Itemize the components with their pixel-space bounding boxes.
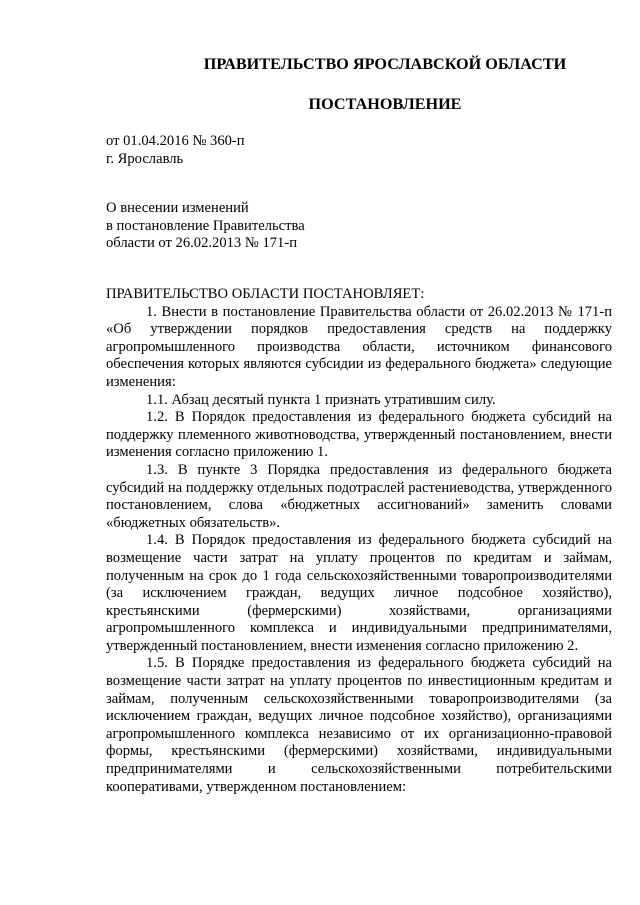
document-body <box>106 286 612 796</box>
paragraph-1-5: 1.5. В Порядке предоставления из федерального бюджета субсидий на возмещение части затрат на уплату процентов по инвестиционным кредитам и займам, полученным сельскохозяйственными товаропроизводителями (за исключением граждан, ведущих личное подсобное хозяйство), организациями агропромышленного комплекса независимо от их организационно-правовой формы, крестьянскими (фермерскими) хозяйствами, индивидуальными предпринимателями и сельскохозяйственными потребительскими кооперативами, утвержденном постановлением: <box>106 655 612 795</box>
paragraph-1-3: 1.3. В пункте 3 Порядка предоставления из федерального бюджета субсидий на поддержку отдельных подотраслей растениеводства, утвержденного постановлением, слова «бюджетных ассигнований» заменить словами «бюджетных обязательств». <box>106 461 612 531</box>
subject-line: области от 26.02.2013 № 171-п <box>106 235 298 251</box>
paragraph-1-4: 1.4. В Порядок предоставления из федерального бюджета субсидий на возмещение части затрат на уплату процентов по кредитам и займам, полученным на срок до 1 года сельскохозяйственными товаропроизводителями (за исключением граждан, ведущих личное подсобное хозяйство), крестьянскими (фермерскими) хозяйствами, организациями агропромышленного комплекса и индивидуальными предпринимателями, утвержденный постановлением, внести изменения согласно приложению 2. <box>106 532 612 654</box>
paragraph-1-2: 1.2. В Порядок предоставления из федерального бюджета субсидий на поддержку племенного животноводства, утвержденный постановлением, внести изменения согласно приложению 1. <box>106 409 612 461</box>
subject-line: в постановление Правительства <box>106 217 305 234</box>
document-meta <box>106 132 245 168</box>
government-title: ПРАВИТЕЛЬСТВО ЯРОСЛАВСКОЙ ОБЛАСТИ <box>203 55 567 73</box>
paragraph-1-1: 1.1. Абзац десятый пункта 1 признать утратившим силу. <box>146 391 496 408</box>
decree-phrase: ПРАВИТЕЛЬСТВО ОБЛАСТИ ПОСТАНОВЛЯЕТ: <box>106 286 425 302</box>
document-subject <box>106 200 305 253</box>
city: г. Ярославль <box>106 151 184 167</box>
subject-line: О внесении изменений <box>106 200 249 216</box>
document-type: ПОСТАНОВЛЕНИЕ <box>308 95 462 113</box>
paragraph-1: 1. Внести в постановление Правительства области от 26.02.2013 № 171-п «Об утверждении порядков предоставления средств на поддержку агропромышленного производства области, источником финансового обеспечения которых являются субсидии из федерального бюджета» следующие изменения: <box>106 303 612 390</box>
date-number: от 01.04.2016 № 360-п <box>106 133 245 149</box>
